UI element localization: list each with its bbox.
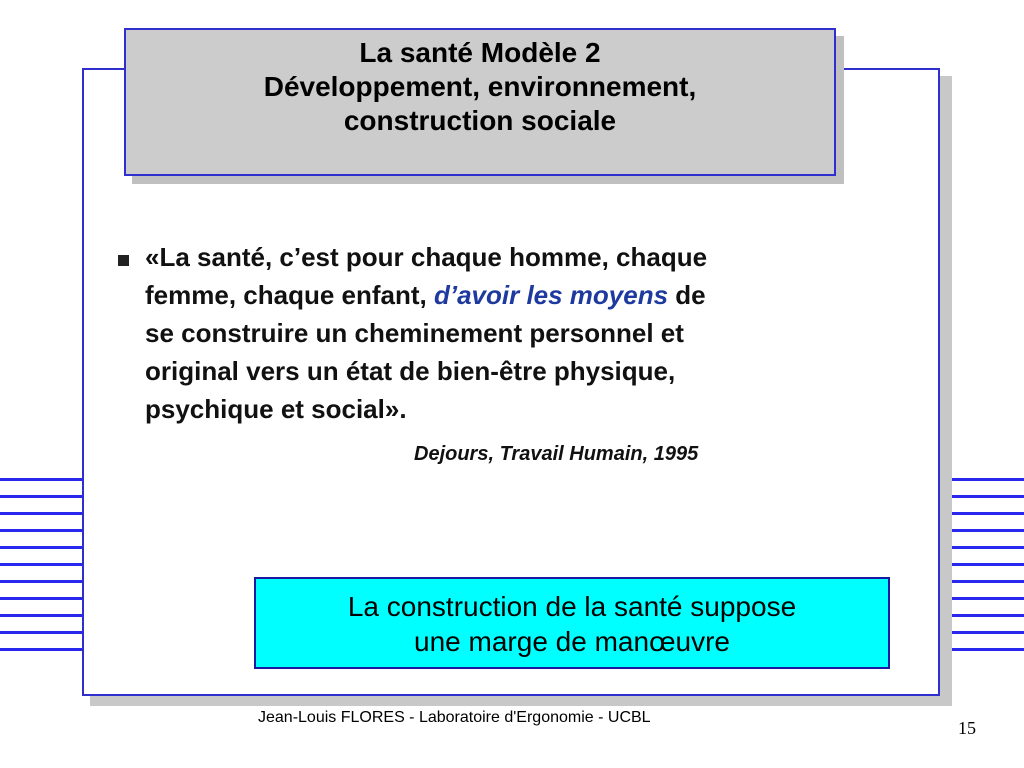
stripe-line [942, 529, 1024, 532]
stripe-line [0, 631, 82, 634]
stripe-line [0, 512, 82, 515]
square-bullet-icon [118, 255, 129, 266]
quote-line-1: «La santé, c’est pour chaque homme, chaque [145, 242, 708, 272]
quote-line-3: se construire un cheminement personnel et [145, 318, 684, 348]
quote-highlight: d’avoir les moyens [433, 280, 669, 310]
stripe-line [0, 563, 82, 566]
stripe-line [942, 563, 1024, 566]
quote-citation: Dejours, Travail Humain, 1995 [414, 443, 699, 465]
quote-line-2 [145, 276, 905, 314]
right-stripes-decoration [942, 478, 1024, 653]
title-box [124, 28, 836, 176]
stripe-line [0, 495, 82, 498]
stripe-line [0, 478, 82, 481]
stripe-line [0, 597, 82, 600]
stripe-line [942, 478, 1024, 481]
page-number: 15 [958, 718, 976, 738]
callout-line-2: une marge de manœuvre [414, 626, 730, 657]
stripe-line [0, 580, 82, 583]
stripe-line [0, 614, 82, 617]
stripe-line [0, 529, 82, 532]
quote-line-4: original vers un état de bien-être physique, [145, 356, 676, 386]
stripe-line [942, 597, 1024, 600]
stripe-line [942, 631, 1024, 634]
stripe-line [942, 580, 1024, 583]
callout-box [254, 577, 890, 669]
stripe-line [942, 512, 1024, 515]
title-line-3: construction sociale [343, 105, 617, 136]
callout-line-1: La construction de la santé suppose [347, 591, 797, 622]
title-line-2: Développement, environnement, [263, 71, 697, 102]
stripe-line [942, 614, 1024, 617]
stripe-line [0, 648, 82, 651]
stripe-line [942, 546, 1024, 549]
stripe-line [942, 648, 1024, 651]
title-line-1: La santé Modèle 2 [359, 37, 601, 68]
stripe-line [0, 546, 82, 549]
quote-line-2-end: de [668, 280, 706, 310]
stripe-line [942, 495, 1024, 498]
quote-line-2-start: femme, chaque enfant, [145, 280, 434, 310]
footer-credit: Jean-Louis FLORES - Laboratoire d'Ergonomie - UCBL [258, 709, 651, 726]
left-stripes-decoration [0, 478, 82, 653]
quote-line-5: psychique et social». [145, 394, 407, 424]
quote-text [145, 238, 905, 428]
